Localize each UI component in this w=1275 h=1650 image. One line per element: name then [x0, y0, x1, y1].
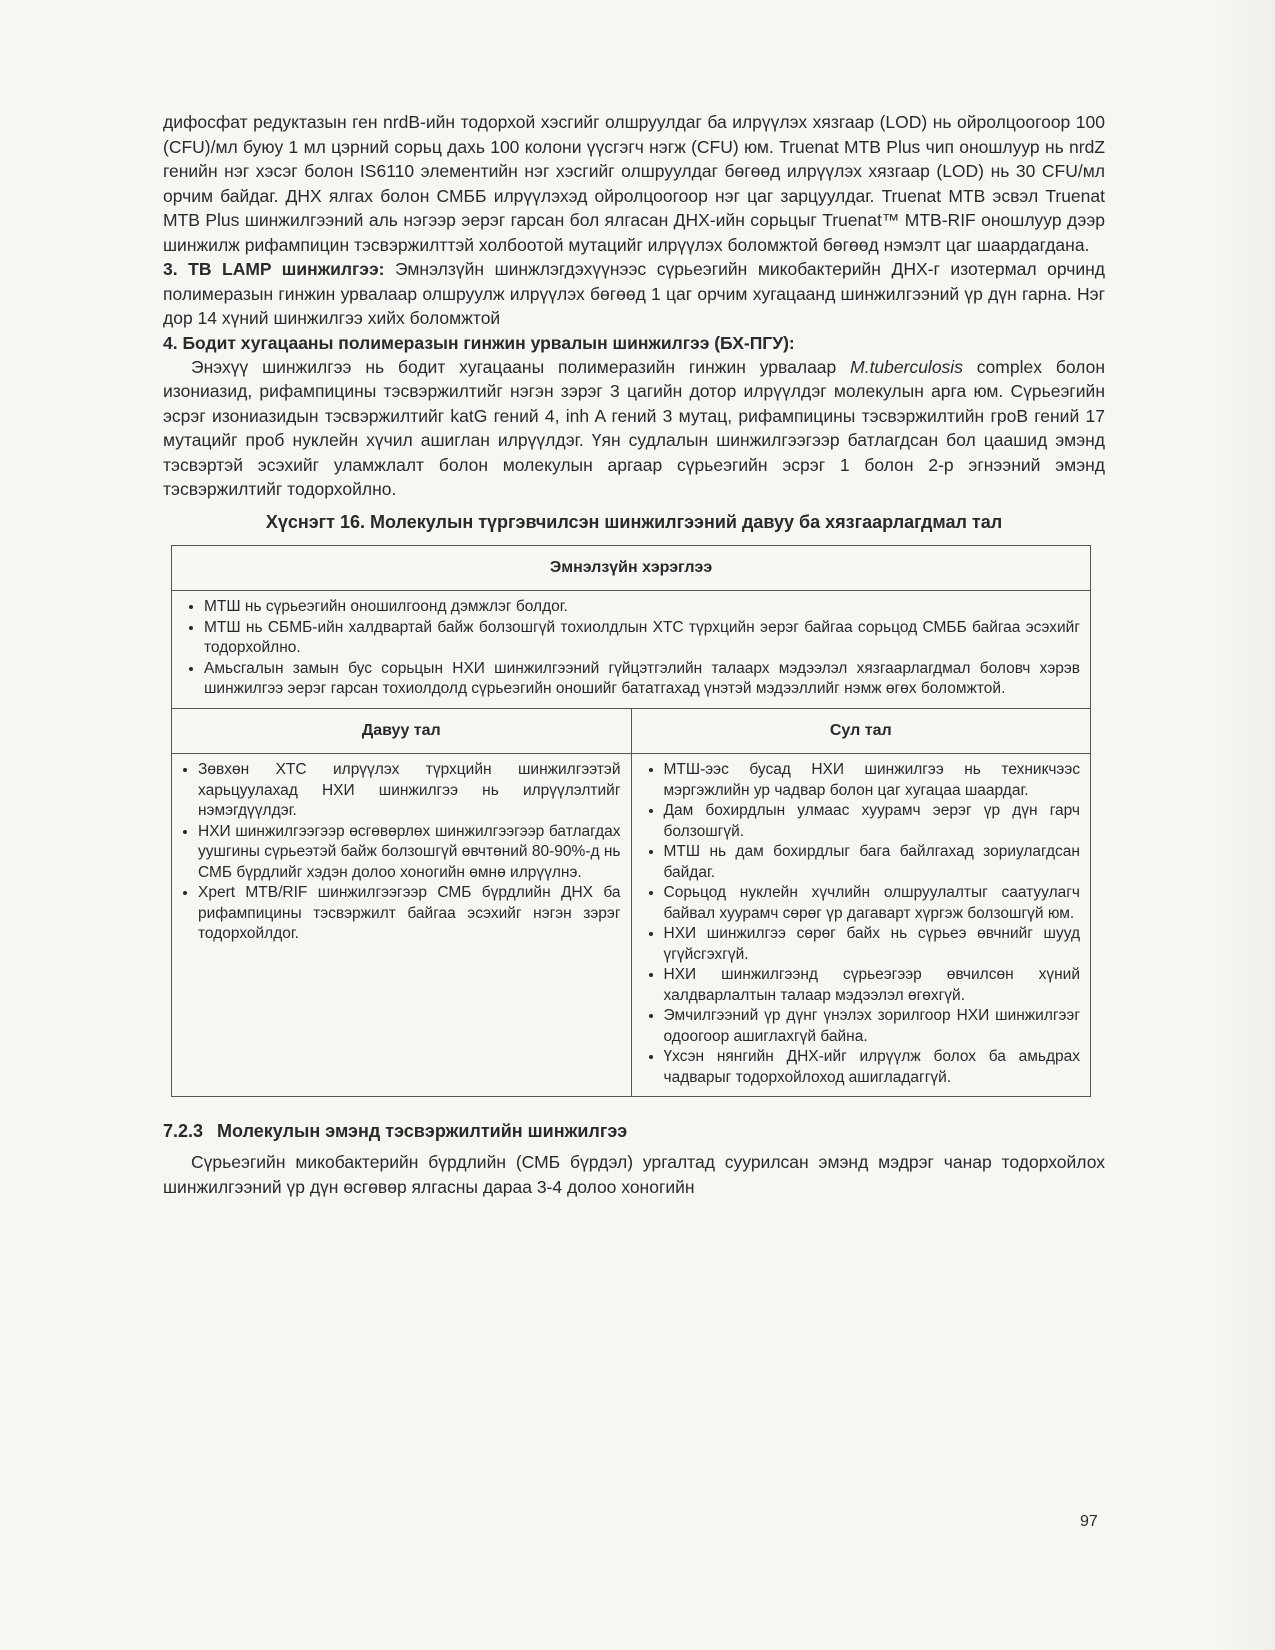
clinical-list [182, 597, 1080, 700]
disadvantage-item-7: • Үхсэн нянгийн ДНХ-ийг илрүүлж болох ба амьдрах чадварыг тодорхойлоход ашигладаггүй. [664, 1047, 1081, 1088]
page-content [163, 110, 1105, 1199]
disadvantage-item-1: • Дам бохирдлын улмаас хуурамч эерэг үр дүн гарч болзошгүй. [664, 801, 1081, 842]
clinical-header: Эмнэлзүйн хэрэглээ [172, 545, 1091, 591]
advantage-item-2: • Xpert MTB/RIF шинжилгээгээр СМБ бүрдлийн ДНХ ба рифампицины тэсвэржилт байгаа эсэхийг нэгэн зэрэг тодорхойлдог. [198, 883, 621, 945]
intro-paragraph: дифосфат редуктазын ген nrdB-ийн тодорхой хэсгийг олшруулдаг ба илрүүлэх хязгаар (LOD) нь ойролцоогоор 100 (CFU)/мл буюу 1 мл цэрний сорьц дахь 100 колони үүсгэгч нэгж (CFU) юм. Truenat MTB Plus чип оношлуур нь nrdZ генийн нэг хэсэг болон IS6110 элементийн нэг хэсгийг олшруулдаг бөгөөд илрүүлэх хязгаар (LOD) нь 30 CFU/мл орчим байдаг. ДНХ ялгах болон СМББ илрүүлэхэд ойролцоогоор нэг цаг зарцуулдаг. Truenat MTB эсвэл Truenat MTB Plus шинжилгээний аль нэгээр эерэг гарсан бол ялгасан ДНХ-ийн сорьцыг Truenat™ MTB-RIF оношлуур дээр шинжилж рифампицин тэсвэржилттэй холбоотой мутацийг илрүүлэх боломжтой бөгөөд нэмэлт цаг шаардагдана. [163, 112, 1105, 255]
item-4-text-b: complex болон изониазид, рифампицины тэсвэржилтийг нэгэн зэрэг 3 цагийн дотор илрүүлдэг молекулын арга юм. Сүрьеэгийн эсрэг изониазидын тэсвэржилтийг katG гений 4, inh A гений 3 мутац, рифампицины тэсвэржилтийн гроB гений 17 мутацийг проб нуклейн хүчил ашиглан илрүүлдэг. Үян судлалын шинжилгээгээр батлагдсан бол цаашид эмэнд тэсвэртэй эсэхийг уламжлалт болон молекулын аргаар сүрьеэгийн эсрэг 1 болон 2-р эгнээний эмэнд тэсвэржилтийг тодорхойлно. [163, 356, 1105, 499]
advantages-list [176, 760, 621, 945]
clinical-row [172, 591, 1091, 709]
scan-edge-shading [1215, 0, 1275, 1650]
section-number: 7.2.3 [163, 1121, 204, 1141]
item-4-paragraph [163, 355, 1105, 502]
adv-dis-row [172, 754, 1091, 1097]
disadvantages-cell [631, 754, 1091, 1097]
clinical-item-1: • МТШ нь СБМБ-ийн халдвартай байж болзошгүй тохиолдлын ХТС түрхцийн эерэг байгаа сорьцод СМББ байгаа эсэхийг тодорхойлно. [204, 618, 1080, 659]
disadvantage-item-0: • МТШ-ээс бусад НХИ шинжилгээ нь техникчээс мэргэжлийн ур чадвар болон цаг хугацаа шаардаг. [664, 760, 1081, 801]
disadvantages-header: Сул тал [631, 708, 1091, 754]
disadvantage-item-6: • Эмчилгээний үр дүнг үнэлэх зорилгоор НХИ шинжилгээг одоогоор ашиглахгүй байна. [664, 1006, 1081, 1047]
comparison-table [171, 545, 1091, 1098]
item-3-text: Эмнэлзүйн шинжлэгдэхүүнээс сүрьеэгийн микобактерийн ДНХ-г изотермал орчинд полимеразын гинжин урвалаар олшруулж илрүүлэх бөгөөд 1 цаг орчим хугацаанд шинжилгээний үр дүн гарна. Нэг дор 14 хүний шинжилгээ хийх боломжтой [163, 259, 1105, 328]
disadvantage-item-3: • Сорьцод нуклейн хүчлийн олшруулалтыг саатуулагч байвал хуурамч сөрөг үр дагаварт хүргэж болзошгүй юм. [664, 883, 1081, 924]
item-3-paragraph [163, 257, 1105, 331]
item-4-italic: M.tuberculosis [850, 356, 963, 377]
advantages-cell [172, 754, 632, 1097]
table-caption: Хүснэгт 16. Молекулын түргэвчилсэн шинжилгээний давуу ба хязгаарлагдмал тал [265, 511, 1003, 532]
disadvantages-list [642, 760, 1081, 1088]
disadvantage-item-5: • НХИ шинжилгээнд сүрьеэгээр өвчилсөн хүний халдварлалтын талаар мэдээлэл өгөхгүй. [664, 965, 1081, 1006]
item-3-heading: 3. TB LAMP шинжилгээ: [163, 259, 385, 279]
clinical-cell [172, 591, 1091, 709]
clinical-header-row [172, 545, 1091, 591]
disadvantage-item-2: • МТШ нь дам бохирдлыг бага байлгахад зориулагдсан байдаг. [664, 842, 1081, 883]
item-4-heading: 4. Бодит хугацааны полимеразын гинжин урвалын шинжилгээ (БХ-ПГУ): [163, 332, 795, 353]
section-title [163, 1121, 1105, 1142]
advantage-item-0: • Зөвхөн ХТС илрүүлэх түрхцийн шинжилгээтэй харьцуулахад НХИ шинжилгээ нь илрүүлэлтийг нэмэгдүүлдэг. [198, 760, 621, 822]
item-4-text-a: Энэхүү шинжилгээ нь бодит хугацааны полимеразийн гинжин урвалаар [191, 356, 851, 377]
section-title-text: Молекулын эмэнд тэсвэржилтийн шинжилгээ [217, 1121, 628, 1141]
page-number: 97 [1080, 1513, 1098, 1530]
clinical-item-0: • МТШ нь сүрьеэгийн оношилгоонд дэмжлэг болдог. [204, 597, 1080, 618]
disadvantage-item-4: • НХИ шинжилгээ сөрөг байх нь сүрьеэ өвчнийг шууд үгүйсгэхгүй. [664, 924, 1081, 965]
advantage-item-1: • НХИ шинжилгээгээр өсгөвөрлөх шинжилгээгээр батлагдах уушгины сүрьеэтэй байж болзошгүй өвчтөний 80-90%-д нь СМБ бүрдлийг хэдэн долоо хоногийн өмнө илрүүлнэ. [198, 822, 621, 884]
adv-dis-header-row [172, 708, 1091, 754]
clinical-item-2: • Амьсгалын замын бус сорьцын НХИ шинжилгээний гүйцэтгэлийн талаарх мэдээлэл хязгаарлагдмал боловч хэрэв шинжилгээ эерэг гарсан тохиолдолд сүрьеэгийн оношийг бататгахад үнэтэй мэдээллийг нэмж өгөх боломжтой. [204, 659, 1080, 700]
advantages-header: Давуу тал [172, 708, 632, 754]
section-paragraph: Сүрьеэгийн микобактерийн бүрдлийн (СМБ бүрдэл) ургалтад суурилсан эмэнд мэдрэг чанар тодорхойлох шинжилгээний үр дүн өсгөвөр ялгасны дараа 3-4 долоо хоногийн [163, 1152, 1105, 1197]
